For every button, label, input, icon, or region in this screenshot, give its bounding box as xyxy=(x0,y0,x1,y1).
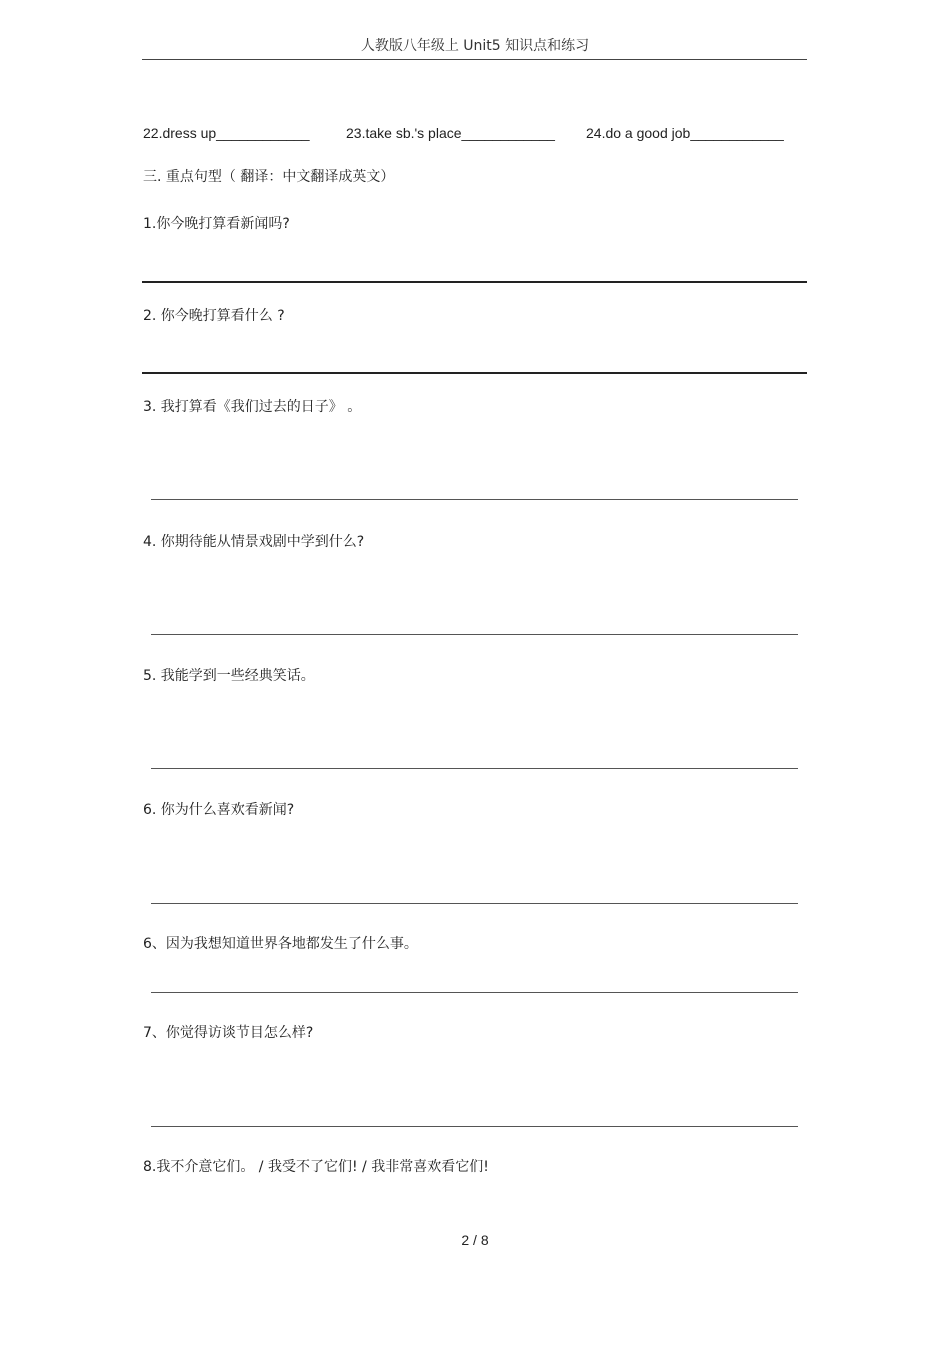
question-2: 2. 你今晚打算看什么 ? xyxy=(143,308,285,324)
question-7: 7、你觉得访谈节目怎么样? xyxy=(143,1025,314,1041)
question-3: 3. 我打算看《我们过去的日子》 。 xyxy=(143,399,362,415)
header-divider xyxy=(142,59,807,60)
answer-line-4[interactable] xyxy=(151,634,798,635)
page-number: 2 / 8 xyxy=(461,1232,489,1248)
answer-line-2[interactable] xyxy=(142,372,807,374)
question-4: 4. 你期待能从情景戏剧中学到什么? xyxy=(143,534,365,550)
vocab-item-24: 24.do a good job____________ xyxy=(586,125,784,141)
question-8: 8.我不介意它们。 / 我受不了它们! / 我非常喜欢看它们! xyxy=(143,1159,489,1175)
page-header-title: 人教版八年级上 Unit5 知识点和练习 xyxy=(360,38,590,54)
section-heading: 三. 重点句型（ 翻译：中文翻译成英文） xyxy=(143,169,395,185)
vocab-item-23: 23.take sb.'s place____________ xyxy=(346,125,555,141)
answer-line-1[interactable] xyxy=(142,281,807,283)
question-6-answer-prompt: 6、因为我想知道世界各地都发生了什么事。 xyxy=(143,936,418,952)
answer-line-6b[interactable] xyxy=(151,992,798,993)
question-5: 5. 我能学到一些经典笑话。 xyxy=(143,668,315,684)
question-1: 1.你今晚打算看新闻吗? xyxy=(143,216,290,232)
answer-line-3[interactable] xyxy=(151,499,798,500)
vocab-item-22: 22.dress up____________ xyxy=(143,125,310,141)
answer-line-7[interactable] xyxy=(151,1126,798,1127)
answer-line-6[interactable] xyxy=(151,903,798,904)
answer-line-5[interactable] xyxy=(151,768,798,769)
question-6: 6. 你为什么喜欢看新闻? xyxy=(143,802,295,818)
